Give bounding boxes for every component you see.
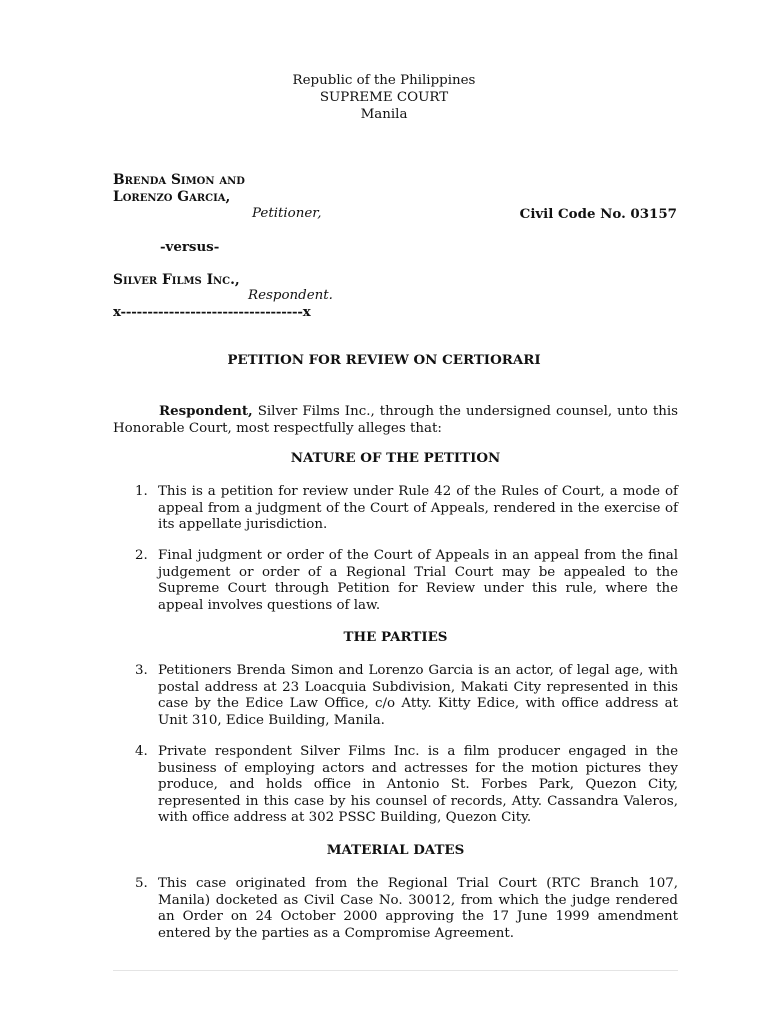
respondent-role: Respondent. xyxy=(248,288,333,303)
paragraph-number: 1. xyxy=(135,484,148,499)
petitioner-name-line2: Lorenzo Garcia, xyxy=(113,189,231,205)
header-court: SUPREME COURT xyxy=(319,90,449,105)
page-bottom-divider xyxy=(113,970,678,971)
header-republic: Republic of the Philippines xyxy=(292,73,476,88)
intro-paragraph xyxy=(113,403,678,437)
section-heading-nature: NATURE OF THE PETITION xyxy=(290,450,501,466)
paragraph-number: 3. xyxy=(135,663,148,678)
paragraph-3: Petitioners Brenda Simon and Lorenzo Garcia is an actor, of legal age, with postal address at 23 Loacquia Subdivision, Makati City represented in this case by the Edice Law Office, c/o Atty. Kitty Edice, with office address at Unit 310, Edice Building, Manila. xyxy=(158,663,678,728)
intro-text: Silver Films Inc., through the undersigned counsel, unto this Honorable Court, most respectfully alleges that: xyxy=(113,404,678,436)
paragraph-1: This is a petition for review under Rule 42 of the Rules of Court, a mode of appeal from a judgment of the Court of Appeals, rendered in the exercise of its appellate jurisdiction. xyxy=(158,484,678,532)
versus-label: -versus- xyxy=(160,239,220,255)
case-number: Civil Code No. 03157 xyxy=(519,206,677,222)
paragraph-number: 2. xyxy=(135,548,148,563)
section-heading-dates: MATERIAL DATES xyxy=(326,842,465,858)
paragraph-5: This case originated from the Regional Trial Court (RTC Branch 107, Manila) docketed as Civil Case No. 30012, from which the judge rendered an Order on 24 October 2000 approving the 17 June 1999 amendment entered by the parties as a Compromise Agreement. xyxy=(158,876,678,941)
paragraph-2: Final judgment or order of the Court of Appeals in an appeal from the final judgement or order of a Regional Trial Court may be appealed to the Supreme Court through Petition for Review under this rule, where the appeal involves questions of law. xyxy=(158,548,678,613)
respondent-name: Silver Films Inc., xyxy=(113,272,240,288)
paragraph-4: Private respondent Silver Films Inc. is a film producer engaged in the business of employing actors and actresses for the motion pictures they produce, and holds office in Antonio St. Forbes Park, Quezon City, represented in this case by his counsel of records, Atty. Cassandra Valeros, with office address at 302 PSSC Building, Quezon City. xyxy=(158,744,678,825)
header-city: Manila xyxy=(360,107,408,122)
caption-separator: x----------------------------------x xyxy=(113,304,311,320)
section-heading-parties: THE PARTIES xyxy=(343,629,448,645)
petitioner-name-line1: Brenda Simon and xyxy=(113,172,245,188)
petitioner-role: Petitioner, xyxy=(252,206,322,221)
paragraph-number: 5. xyxy=(135,876,148,891)
document-title: PETITION FOR REVIEW ON CERTIORARI xyxy=(227,352,541,368)
intro-lead: Respondent, xyxy=(159,403,253,419)
paragraph-number: 4. xyxy=(135,744,148,759)
